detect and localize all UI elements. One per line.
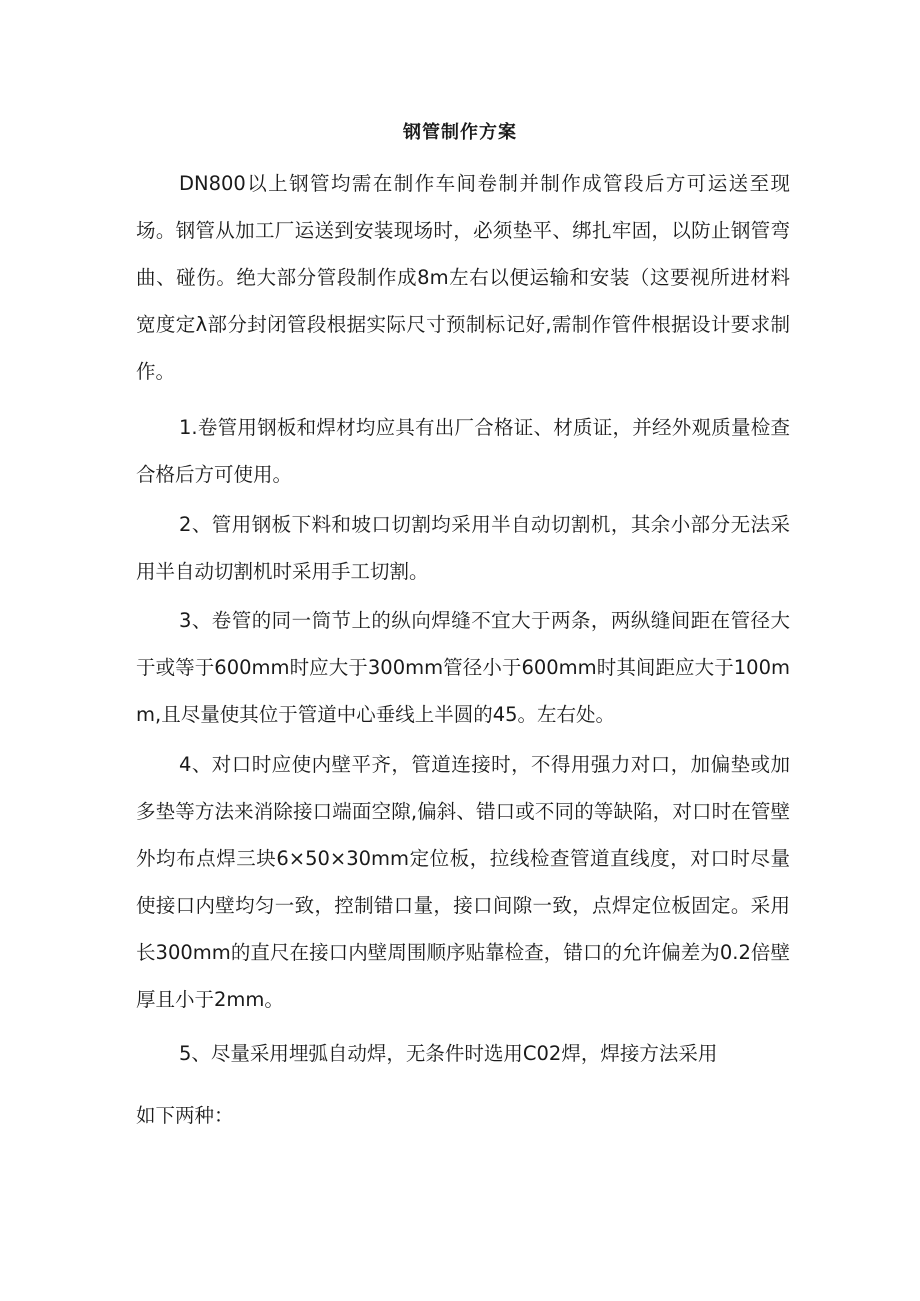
paragraph-1: 1.卷管用钢板和焊材均应具有出厂合格证、材质证，并经外观质量检查合格后方可使用。 [136, 416, 790, 486]
paragraph-4: 4、对口时应使内壁平齐，管道连接时，不得用强力对口，加偏垫或加多垫等方法来消除接口端面空隙,偏斜、错口或不同的等缺陷，对口时在管壁外均布点焊三块6×50×30mm定位板，拉线检查管道直线度，对口时尽量使接口内壁均匀一致，控制错口量，接口间隙一致，点焊定位板固定。采用长300mm的直尺在接口内壁周围顺序贴靠检查，错口的允许偏差为0.2倍壁厚且小于2mm。 [136, 753, 790, 1011]
paragraph-tail: 如下两种： [136, 1104, 234, 1127]
document-title: 钢管制作方案 [403, 122, 517, 143]
paragraph-5: 5、尽量采用埋弧自动焊，无条件时选用C02焊，焊接方法采用 [179, 1042, 718, 1065]
paragraph-2: 2、管用钢板下料和坡口切割均采用半自动切割机，其余小部分无法采用半自动切割机时采用手工切割。 [136, 513, 790, 583]
paragraph-3: 3、卷管的同一筒节上的纵向焊缝不宜大于两条，两纵缝间距在管径大于或等于600mm时应大于300mm管径小于600mm时其间距应大于100mm,且尽量使其位于管道中心垂线上半圆的45。左右处。 [136, 609, 790, 726]
paragraph-intro: DN800以上钢管均需在制作车间卷制并制作成管段后方可运送至现场。钢管从加工厂运送到安装现场时，必须垫平、绑扎牢固，以防止钢管弯曲、碰伤。绝大部分管段制作成8m左右以便运输和安装（这要视所进材料宽度定λ部分封闭管段根据实际尺寸预制标记好,需制作管件根据设计要求制作。 [136, 172, 790, 383]
